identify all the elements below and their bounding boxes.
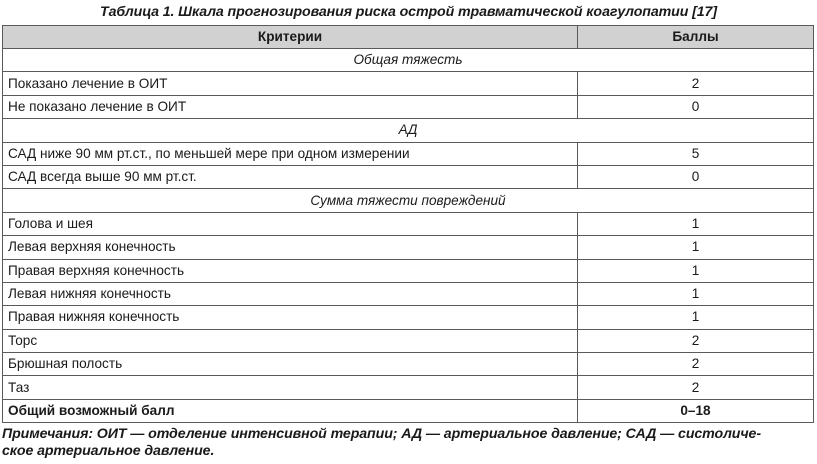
criterion-label: Показано лечение в ОИТ [3, 72, 578, 95]
risk-score-table [2, 25, 814, 423]
criterion-points: 2 [578, 72, 814, 95]
table-row [3, 142, 814, 165]
header-row [3, 26, 814, 49]
criterion-points: 2 [578, 353, 814, 376]
section-row [3, 119, 814, 142]
criterion-points: 0 [578, 165, 814, 188]
table-row [3, 259, 814, 282]
total-label: Общий возможный балл [3, 399, 578, 422]
header-points: Баллы [578, 26, 814, 49]
table-caption: Таблица 1. Шкала прогнозирования риска острой травматической коагулопатии [17] [100, 4, 717, 20]
criterion-label: Не показано лечение в ОИТ [3, 95, 578, 118]
header-criteria: Критерии [3, 26, 578, 49]
table-row [3, 306, 814, 329]
table-row [3, 282, 814, 305]
criterion-label: Таз [3, 376, 578, 399]
total-row [3, 399, 814, 422]
table-row [3, 212, 814, 235]
table-row [3, 236, 814, 259]
criterion-points: 1 [578, 282, 814, 305]
criterion-label: Левая нижняя конечность [3, 282, 578, 305]
criterion-label: Правая нижняя конечность [3, 306, 578, 329]
footnote-line: ское артериальное давление. [2, 443, 215, 459]
section-title: АД [3, 119, 814, 142]
table-footnote [2, 426, 813, 460]
criterion-label: САД всегда выше 90 мм рт.ст. [3, 165, 578, 188]
criterion-points: 0 [578, 95, 814, 118]
criterion-points: 2 [578, 376, 814, 399]
table-row [3, 72, 814, 95]
table-row [3, 376, 814, 399]
criterion-points: 1 [578, 212, 814, 235]
table-row [3, 95, 814, 118]
criterion-points: 5 [578, 142, 814, 165]
table-row [3, 165, 814, 188]
criterion-label: САД ниже 90 мм рт.ст., по меньшей мере при одном измерении [3, 142, 578, 165]
criterion-points: 1 [578, 236, 814, 259]
section-title: Общая тяжесть [3, 49, 814, 72]
section-title: Сумма тяжести повреждений [3, 189, 814, 212]
footnote-line: Примечания: ОИТ — отделение интенсивной терапии; АД — артериальное давление; САД — систоличе- [2, 426, 761, 442]
table-row [3, 353, 814, 376]
criterion-points: 1 [578, 259, 814, 282]
criterion-label: Левая верхняя конечность [3, 236, 578, 259]
criterion-label: Брюшная полость [3, 353, 578, 376]
criterion-points: 2 [578, 329, 814, 352]
criterion-points: 1 [578, 306, 814, 329]
criterion-label: Торс [3, 329, 578, 352]
criterion-label: Голова и шея [3, 212, 578, 235]
table-row [3, 329, 814, 352]
criterion-label: Правая верхняя конечность [3, 259, 578, 282]
total-points: 0–18 [578, 399, 814, 422]
section-row [3, 49, 814, 72]
section-row [3, 189, 814, 212]
